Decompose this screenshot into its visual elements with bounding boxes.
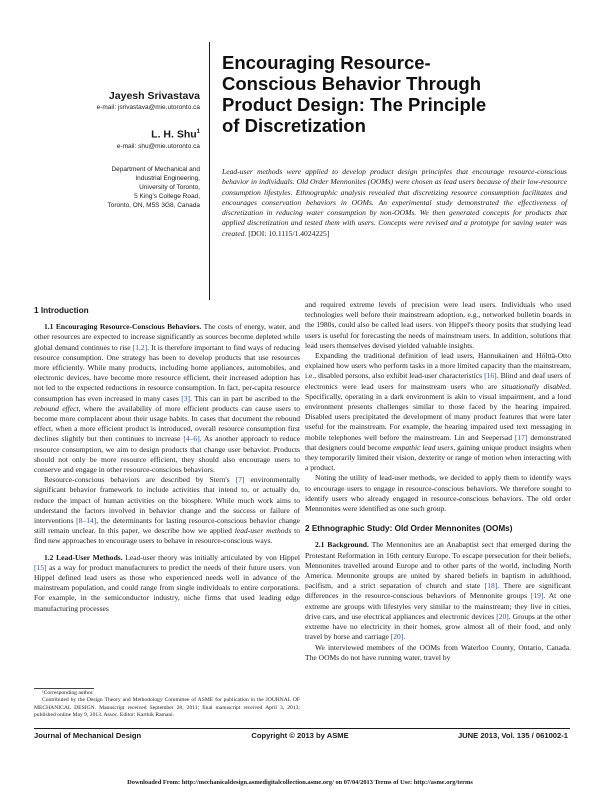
issue-info: JUNE 2013, Vol. 135 / 061002-1 <box>457 731 568 740</box>
author-block <box>30 90 200 210</box>
paper-title: Encouraging Resource- Conscious Behavior Through Product Design: The Principle of Discretization <box>222 52 487 136</box>
author-name: Jayesh Srivastava <box>108 90 200 102</box>
section-heading: 2 Ethnographic Study: Old Order Mennonites (OOMs) <box>305 524 513 534</box>
citation-link[interactable]: [17] <box>514 432 528 442</box>
copyright: Copyright © 2013 by ASME <box>251 731 349 740</box>
journal-name: Journal of Mechanical Design <box>34 731 142 740</box>
subsection-heading: 1.1 Encouraging Resource-Conscious Behaviors. <box>44 322 202 332</box>
header-divider <box>209 42 210 300</box>
download-notice[interactable]: Downloaded From: http://mechanicaldesign.asmedigitalcollection.asme.org/ on 07/04/2013 Terms of Use: http://asme.org/terms <box>127 779 473 786</box>
citation-link[interactable]: [20] <box>496 611 509 621</box>
footnote-rule <box>34 688 94 689</box>
body-column-left <box>34 300 300 614</box>
citation-link[interactable]: [3] <box>181 393 191 403</box>
footnotes <box>34 690 300 720</box>
paragraph: 1.2 Lead-User Methods. Lead-user theory was initially articulated by von Hippel [15] as a way for product manufacturers to predict the needs of their future users. von Hippel defined lead users as those who experienced needs well in advance of the mainstream population, and could range from single individuals to entire corporations. For example, in the semiconductor industry, niche firms that used leading edge manufacturing processes <box>34 552 300 613</box>
citation-link[interactable]: [16] <box>484 371 497 381</box>
paragraph: We interviewed members of the OOMs from Waterloo County, Ontario, Canada. The OOMs do not have running water, travel by <box>305 642 571 662</box>
citation-link[interactable]: [1,2] <box>132 342 148 352</box>
footer-rule <box>34 728 570 729</box>
paragraph: and required extreme levels of precision were lead users. Individuals who used technologies well before their mainstream adoption, e.g., networked bulletin boards in the 1980s, could also be called lead users. von Hippel's theory posits that studying lead users is useful for forecasting the needs of mainstream users. In addition, solutions that lead users themselves devised yielded valuable insights. <box>305 300 571 350</box>
abstract: Lead-user methods were applied to develop product design principles that encourage resource-conscious behavior in individuals. Old Order Mennonites (OOMs) were chosen as lead users because of their low-resource consumption lifestyles. Ethnographic analysis revealed that discretizing resource consumption facilitates and encourages conservation behaviors in OOMs. An experimental study demonstrated the effectiveness of discretization in reducing water consumption by non-OOMs. We then generated concepts for products that applied discretization and tested them with users. Concepts were revised and a prototype for saving water was created. [DOI: 10.1115/1.4024225] <box>222 167 567 238</box>
paragraph: Expanding the traditional definition of lead users, Hannukainen and Hölttä-Otto explained how users who perform tasks in a more limited capacity than the mainstream, i.e., disabled persons, also exhibit lead-user characteristics [16]. Blind and deaf users of electronics were lead users for mainstream users who are situationally disabled. Specifically, operating in a dark environment is akin to visual impairment, and a loud environment presents challenges similar to those faced by the hearing impaired. Disabled users precipitated the development of many product features that were later useful for the mainstream. For example, the hearing impaired used text messaging in mobile telephones well before the mainstream. Lin and Seepersad [17] demonstrated that designers could become empathic lead users, gaining unique product insights when they temporarily limited their vision, dexterity or range of motion when interacting with a product. <box>305 351 572 473</box>
paragraph: 2.1 Background. The Mennonites are an Anabaptist sect that emerged during the Protestant Reformation in 16th century Europe. To escape persecution for their beliefs, Mennonites travelled around Europe and to other parts of the world, including North America. Mennonite groups are united by shared beliefs in baptism in adulthood, pacifism, and a strict separation of church and state [18]. There are significant differences in the resource-conscious behaviors of Mennonite groups [19]. At one extreme are groups with lifestyles very similar to the mainstream; they live in cities, drive cars, and use electrical appliances and electronic devices [20]. Groups at the other extreme have no electricity in their homes, grow almost all of their food, and only travel by horse and carriage [20]. <box>305 540 572 642</box>
author-email[interactable]: e-mail: jsrivastava@mie.utoronto.ca <box>96 104 200 111</box>
citation-link[interactable]: [4–6] <box>183 434 200 444</box>
footnote: ¹Corresponding author. <box>42 690 94 696</box>
body-column-right <box>305 300 571 663</box>
paragraph: 1.1 Encouraging Resource-Conscious Behaviors. The costs of energy, water, and other resources are expected to increase significantly as sources become depleted while global demand continues to rise [1,2]. It is therefore important to find ways of reducing resource consumption. One strategy has been to develop products that use resources more efficiently. While many products, including home appliances, automobiles, and electronic devices, have become more resource efficient, their increased adoption has not led to the expected reductions in resource consumption. In fact, per-capita resource consumption has even increased in many cases [3]. This can in part be ascribed to the rebound effect, where the availability of more efficient products can cause users to become more complacent about their usage habits. In cases that document the rebound effect, when a more efficient product is introduced, overall resource consumption first declines slightly but then continues to increase [4–6]. As another approach to reduce resource consumption, we aim to design products that change user behavior. Products should not only be more resource efficient, they should also encourage users to conserve and engage in other resource-conscious behaviors. <box>34 322 301 475</box>
doi[interactable]: [DOI: 10.1115/1.4024225] <box>248 228 330 238</box>
section-heading: 1 Introduction <box>34 306 89 315</box>
paragraph: Noting the utility of lead-user methods, we decided to apply them to identify ways to encourage users to engage in resource-conscious behaviors. We therefore sought to identify users who already engaged in resource-conscious behaviors. The old order Mennonites were identified as one such group. <box>305 473 571 514</box>
author-email[interactable]: e-mail: shu@mie.utoronto.ca <box>116 142 200 150</box>
affiliation: Department of Mechanical and Industrial Engineering, University of Toronto, 5 King's College Road, Toronto, ON, M5S 3G8, Canada <box>107 165 200 209</box>
author-name: L. H. Shu$^1$ <box>151 128 200 141</box>
paragraph: Resource-conscious behaviors are described by Stern's [7] environmentally significant behavior framework to include activities that intend to, or actually do, reduce the impact of human activities on the biosphere. While much work aims to understand the factors involved in behavior change and the success or failure of interventions [8–14], the determinants for lasting resource-conscious behavior change still remain unclear. In this paper, we describe how we applied lead-user methods to find new approaches to encourage users to behave in resource-conscious ways. <box>34 475 300 546</box>
citation-link[interactable]: [19] <box>530 591 544 601</box>
citation-link[interactable]: [15] <box>34 562 47 572</box>
citation-link[interactable]: [7] <box>235 475 245 485</box>
subsection-heading: 1.2 Lead-User Methods. <box>44 552 123 562</box>
subsection-heading: 2.1 Background. <box>315 540 369 550</box>
citation-link[interactable]: [20] <box>390 632 404 642</box>
citation-link[interactable]: [8–14] <box>76 516 97 526</box>
citation-link[interactable]: [18] <box>484 581 498 591</box>
footnote: Contributed by the Design Theory and Methodology Committee of ASME for publication in the JOURNAL OF MECHANICAL DESIGN. Manuscript received September 28, 2011; final manuscript received April 3, 2013; published online May 9, 2013. Assoc. Editor: Karthik Ramani. <box>34 697 300 719</box>
